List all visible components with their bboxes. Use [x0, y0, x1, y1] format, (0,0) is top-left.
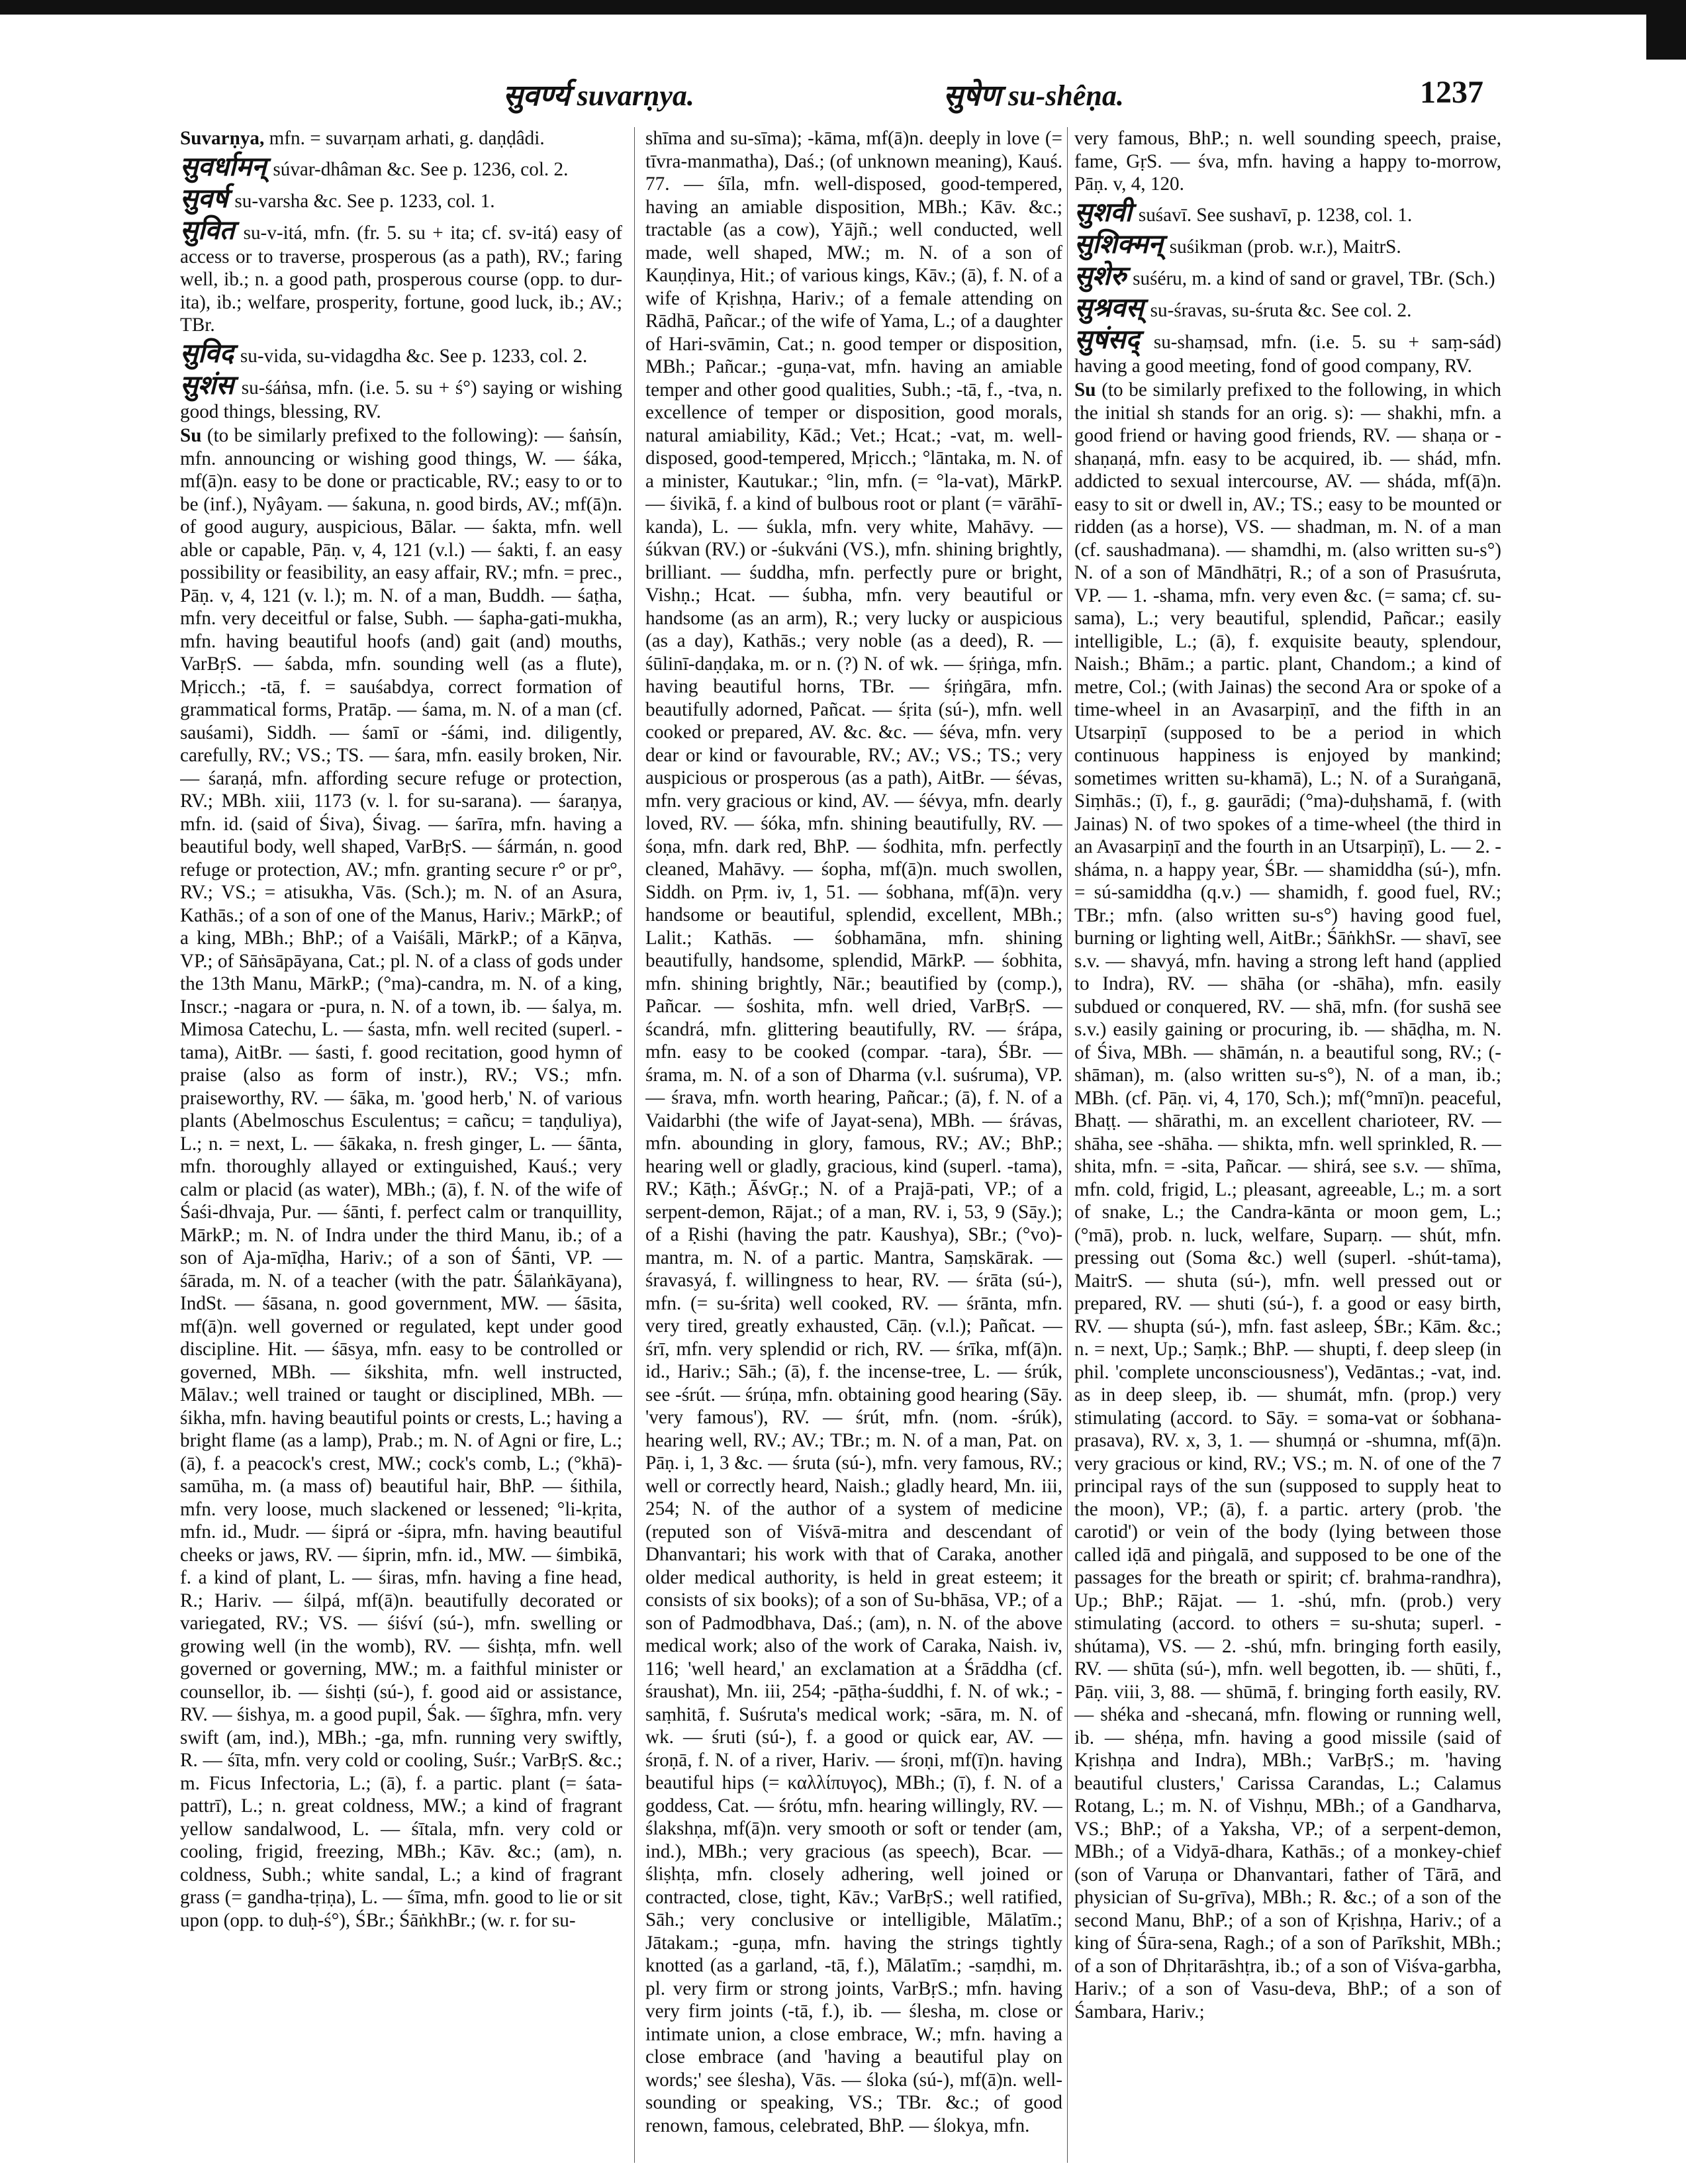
entry-headword: सुवर्धामन् — [180, 151, 273, 181]
entry-text: (to be similarly prefixed to the following, in which the initial sh stands for an orig. s): — shakhi, mfn. a good friend or having good friends, RV. — shaṇa or -shaṇaṇá, mfn. easy to be acquired, ib. — shád, mfn. addicted to sexual intercourse, AV. — sháda, mf(ā)n. easy to sit or dwell in, AV.; TS.; easy to be mounted or ridden (as a horse), VS. — shadman, m. N. of a man (cf. saushadmana). — shamdhi, m. (also written su-s°) N. of a son of Māndhātṛi, R.; of a son of Prasuśruta, VP. — 1. -shama, mfn. very even &c. (= sama; cf. su-sama), L.; very beautiful, splendid, Pañcar.; easily intelligible, L.; (ā), f. exquisite beauty, splendour, Naish.; Bhām.; a partic. plant, Chandom.; a kind of metre, Col.; (with Jainas) the second Ara or spoke of a time-wheel in an Avasarpiṇī, and the fifth in an Utsarpiṇī (supposed to be a period in which continuous happiness is enjoyed by mankind; sometimes written su-khamā), L.; N. of a Suraṅganā, Siṃhās.; (ī), f., g. gaurādi; (°ma)-duḥshamā, f. (with Jainas) N. of two spokes of a time-wheel (the third in an Avasarpiṇī and the fourth in an Utsarpiṇī), L. — 2. -sháma, n. a happy year, ŚBr. — shamiddha (sú-), mfn. = sú-samiddha (q.v.) — shamidh, f. good fuel, RV.; TBr.; mfn. (also written su-s°) having good fuel, burning or lighting well, AitBr.; ŚāṅkhSr. — shavī, see s.v. — shavyá, mfn. having a strong left hand (applied to Indra), RV. — shāha (or -shāha), mfn. easily subdued or conquered, RV. — shā, mfn. (for sushā see s.v.) easily gaining or procuring, ib. — shāḍha, m. N. of Śiva, MBh. — shāmán, n. a beautiful song, RV.; (-shāman), m. (also written su-s°), N. of a man, ib.; MBh. (cf. Pāṇ. vi, 4, 170, Sch.); mf(°mnī)n. peaceful, Bhaṭṭ. — shārathi, m. an excellent charioteer, RV. — shāha, see -shāha. — shikta, mfn. well sprinkled, R. — shita, mfn. = -sita, Pañcar. — shirá, see s.v. — shīma, mfn. cold, frigid, L.; pleasant, agreeable, L.; m. a sort of snake, L.; the Candra-kānta or moon gem, L.; (°mā), prob. n. luck, welfare, Suparṇ. — shút, mfn. pressing out (Soma &c.) well (superl. -shút-tama), MaitrS. — shuta (sú-), mfn. well pressed out or prepared, RV. — shuti (sú-), f. a good or easy birth, RV. — shupta (sú-), mfn. fast asleep, ŚBr.; Kām. &c.; n. = next, Up.; Saṃk.; BhP. — shupti, f. deep sleep (in phil. 'complete unconsciousness'), Vedāntas.; -vat, ind. as in deep sleep, ib. — shumát, mfn. (prop.) very stimulating (accord. to Sāy. = soma-vat or śobhana-prasava), RV. x, 3, 1. — shumṇá or -shumna, mf(ā)n. very gracious or kind, RV.; VS.; m. N. of one of the 7 principal rays of the sun (supposed to supply heat to the moon), VP.; (ā), f. a partic. artery (prob. 'the carotid') or vein of the body (lying between those called iḍā and piṅgalā, and supposed to be one of the passages for the breath or spirit; cf. brahma-randhra), Up.; BhP.; Rājat. — 1. -shú, mfn. (prob.) very stimulating (accord. to others = su-shuta; superl. -shútama), VS. — 2. -shú, mfn. bringing forth easily, RV. — shūta (sú-), mfn. well begotten, ib. — shūti, f., Pāṇ. viii, 3, 88. — shūmā, f. bringing forth easily, RV. — shéka and -shecaná, mfn. flowing or running well, ib. — shéṇa, mfn. having a good missile (said of Kṛishṇa and Indra), MBh.; VarBṛS.; m. 'having beautiful clusters,' Carissa Carandas, L.; Calamus Rotang, L.; m. N. of Vishṇu, MBh.; of a Gandharva, VS.; BhP.; of a Yaksha, VP.; of a serpent-demon, MBh.; of a Vidyā-dhara, Kathās.; of a monkey-chief (son of Varuṇa or Dhanvantari, father of Tārā, and physician of Su-grīva), MBh.; R. &c.; of a son of the second Manu, BhP.; of a son of Kṛishṇa, Hariv.; of a king of Śūra-sena, Ragh.; of a son of Parīkshit, MBh.; of a son of Dhṛitarāshṭra, ib.; of a son of Viśva-garbha, Hariv.; of a son of Vasu-deva, BhP.; of a son of Śambara, Hariv.; — [1074, 379, 1501, 2022]
dictionary-entry — [180, 127, 622, 150]
entry-headword: सुशंस — [180, 369, 242, 400]
entry-text: shīma and su-sīma); -kāma, mf(ā)n. deeply in love (= tīvra-manmatha), Daś.; (of unknown meaning), Kauś. 77. — śīla, mfn. well-disposed, good-tempered, having an amiable disposition, MBh.; Kāv. &c.; tractable (as a cow), Yājñ.; well conducted, well made, well shaped, MW.; m. N. of a son of Kauṇḍinya, Hit.; of various kings, Kāv.; (ā), f. N. of a wife of Kṛishṇa, Hariv.; of a female attending on Rādhā, Pañcar.; of the wife of Yama, L.; of a daughter of Hari-svāmin, Cat.; n. good temper or disposition, MBh.; Pañcar.; -guṇa-vat, mfn. having an amiable temper and other good qualities, Subh.; -tā, f., -tva, n. excellence of temper or disposition, good morals, natural amiability, Kād.; Vet.; Hcat.; -vat, m. well-disposed, good-tempered, Mṛicch.; °lāntaka, m. N. of a minister, Kautukar.; °lin, mfn. (= °la-vat), MārkP. — śivikā, f. a kind of bulbous root or plant (= vārāhī-kanda), L. — śukla, mfn. very white, Mahāvy. — śúkvan (RV.) or -śukváni (VS.), mfn. shining brightly, brilliant. — śuddha, mfn. perfectly pure or bright, Vishṇ.; Hcat. — śubha, mfn. very beautiful or handsome (as an arm), R.; very lucky or auspicious (as a day), Kathās.; very noble (as a deed), R. — śūlinī-daṇḍaka, m. or n. (?) N. of wk. — śṛiṅga, mfn. having beautiful horns, TBr. — śṛiṅgāra, mfn. beautifully adorned, Pañcat. — śṛita (sú-), mfn. well cooked or prepared, AV. &c. &c. — śéva, mfn. very dear or kind or favourable, RV.; AV.; VS.; TS.; very auspicious or prosperous (as a path), AitBr. — śévas, mfn. very gracious or kind, AV. — śévya, mfn. dearly loved, RV. — śóka, mfn. shining beautifully, RV. — śoṇa, mfn. dark red, BhP. — śodhita, mfn. perfectly cleaned, Mahāvy. — śopha, mf(ā)n. much swollen, Siddh. on Pṛm. iv, 1, 51. — śobhana, mf(ā)n. very handsome or beautiful, splendid, excellent, MBh.; Lalit.; Kathās. — śobhamāna, mfn. shining beautifully, handsome, splendid, MārkP. — śobhita, mfn. shining brightly, Nār.; beautified by (comp.), Pañcar. — śoshita, mfn. well dried, VarBṛS. — ścandrá, mfn. glittering beautifully, RV. — śrápa, mfn. easy to be cooked (compar. -tara), ŚBr. — śrama, m. N. of a son of Dharma (v.l. suśruma), VP. — śrava, mfn. worth hearing, Pañcar.; (ā), f. N. of a Vaidarbhi (the wife of Jayat-sena), MBh. — śrávas, mfn. abounding in glory, famous, RV.; AV.; BhP.; hearing well or gladly, gracious, kind (superl. -tama), RV.; Kāṭh.; ĀśvGṛ.; N. of a Prajā-pati, VP.; of a serpent-demon, Rājat.; of a man, RV. i, 53, 9 (Sāy.); of a Ṛishi (having the patr. Kaushya), SBr.; (°vo)-mantra, m. N. of a partic. Mantra, Saṃskārak. — śravasyá, f. willingness to hear, RV. — śrāta (sú-), mfn. (= su-śrita) well cooked, RV. — śrāntа, mfn. very tired, greatly exhausted, Cāṇ. (v.l.); Pañcat. — śrī, mfn. very splendid or rich, RV. — śrīka, mf(ā)n. id., Hariv.; Sāh.; (ā), f. the incense-tree, L. — śrúk, see -śrút. — śrúṇa, mfn. obtaining good hearing (Sāy. 'very famous'), RV. — śrút, mfn. (nom. -śrúk), hearing well, RV.; AV.; TBr.; m. N. of a man, Pat. on Pāṇ. i, 1, 3 &c. — śruta (sú-), mfn. very famous, RV.; well or correctly heard, Naish.; gladly heard, Mn. iii, 254; N. of the author of a system of medicine (reputed son of Viśvā-mitra and descendant of Dhanvantari; his work with that of Caraka, another older medical authority, is held in great esteem; it consists of six books); of a son of Su-bhāsa, VP.; of a son of Padmodbhava, Daś.; (am), n. N. of the above medical work; also of the work of Caraka, Naish. iv, 116; 'well heard,' an exclamation at a Śrāddha (cf. śraushat), Mn. iii, 254; -pāṭha-śuddhi, f. N. of wk.; -saṃhitā, f. Suśruta's medical work; -sāra, m. N. of wk. — śruti (sú-), f. a good or quick ear, AV. — śroṇā, f. N. of a river, Hariv. — śroṇi, mf(ī)n. having beautiful hips (= καλλίπυγος), MBh.; (ī), f. N. of a goddess, Cat. — śrótu, mfn. hearing willingly, RV. — ślakshṇa, mf(ā)n. very smooth or soft or tender (am, ind.), MBh.; very gracious (as speech), Bcar. — śliṣhṭa, mfn. closely adhering, well joined or contracted, close, tight, Kāv.; VarBṛS.; well ratified, Sāh.; very conclusive or intelligible, Mālatīm.; Jātakam.; -guṇa, mfn. having the strings tightly knotted (as a garland, -tā, f.), Mālatīm.; -saṃdhi, m. pl. very firm or strong joints, VarBṛS.; mfn. having very firm joints (-tā, f.), ib. — ślesha, m. close or intimate union, a close embrace, W.; mfn. having a close embrace (and 'having a beautiful play on words;' see ślesha), Vās. — śloka (sú-), mf(ā)n. well-sounding or speaking, VS.; TBr. &c.; of good renown, famous, celebrated, BhP. — ślokya, mfn. — [645, 128, 1062, 2136]
dictionary-entry — [180, 152, 622, 182]
dictionary-entry — [180, 424, 622, 1932]
running-head-middle: सुषेण su-shêṇa. — [943, 79, 1124, 112]
dictionary-entry — [645, 127, 1062, 2137]
dictionary-entry — [1074, 229, 1501, 260]
entry-headword: सुशेरु — [1074, 260, 1133, 291]
entry-headword: सुश्रवस् — [1074, 292, 1150, 322]
page-header — [0, 74, 1686, 120]
entry-headword: सुशिक्मन् — [1074, 228, 1170, 259]
dictionary-column-2 — [645, 127, 1062, 2166]
entry-text: mfn. = suvarṇam arhati, g. daṇḍâdi. — [264, 128, 545, 149]
column-rule-1 — [634, 127, 635, 2163]
dictionary-entry — [180, 370, 622, 424]
dictionary-entry — [1074, 197, 1501, 228]
dictionary-entry — [1074, 127, 1501, 196]
entry-headword: Suvarṇya, — [180, 128, 265, 149]
entry-text: very famous, BhP.; n. well sounding speech, praise, fame, GṛS. — śva, mfn. having a happy to-morrow, Pāṇ. v, 4, 120. — [1074, 128, 1501, 195]
entry-text: su-śravas, su-śruta &c. See col. 2. — [1150, 299, 1412, 321]
entry-text: su-v-itá, mfn. (fr. 5. su + ita; cf. sv-itá) easy of access or to traverse, prosperous (as a path), RV.; faring well, ib.; n. a good path, prosperous course (opp. to dur-ita), ib.; welfare, prosperity, fortune, good luck, ib.; AV.; TBr. — [180, 222, 622, 336]
entry-headword: सुवित — [180, 214, 244, 245]
entry-text: suśéru, m. a kind of sand or gravel, TBr. (Sch.) — [1133, 267, 1495, 289]
dictionary-entry — [1074, 261, 1501, 291]
entry-text: (to be similarly prefixed to the following): — śaṅsín, mfn. announcing or wishing good things, W. — śáka, mf(ā)n. easy to be done or practicable, RV.; easy to or to be (inf.), Nyâyam. — śakuna, n. good birds, AV.; mf(ā)n. of good augury, auspicious, Bālar. — śakta, mfn. well able or capable, Pāṇ. v, 4, 121 (v.l.) — śakti, f. an easy possibility or feasibility, an easy affair, RV.; mfn. = prec., Pāṇ. v, 4, 121 (v. l.); m. N. of a man, Buddh. — śaṭha, mfn. very deceitful or false, Subh. — śapha-gati-mukha, mfn. having beautiful hoofs (and) gait (and) mouths, VarBṛS. — śabda, mfn. sounding well (as a flute), Mṛicch.; -tā, f. = sauśabdya, correct formation of grammatical forms, Pratāp. — śama, m. N. of a man (cf. sauśami), Siddh. — śamī or -śámi, ind. diligently, carefully, RV.; VS.; TS. — śara, mfn. easily broken, Nir. — śaraṇá, mfn. affording secure refuge or protection, RV.; MBh. xiii, 1173 (v. l. for su-sarana). — śaraṇya, mfn. id. (said of Śiva), Śivag. — śarīra, mfn. having a beautiful body, well shaped, VarBṛS. — śármán, n. good refuge or protection, AV.; mfn. granting secure r° or pr°, RV.; VS.; = atisukha, Vās. (Sch.); m. N. of an Asura, Kathās.; of a son of one of the Manus, Hariv.; MārkP.; of a king, MBh.; BhP.; of a Vaiśāli, MārkP.; of a Kāṇva, VP.; of Sāṅsāpāyana, Cat.; pl. N. of a class of gods under the 13th Manu, MārkP.; (°ma)-candra, m. N. of a king, Inscr.; -nagara or -pura, n. N. of a town, ib. — śalya, m. Mimosa Catechu, L. — śasta, mfn. well recited (superl. -tama), AitBr. — śasti, f. good recitation, good hymn of praise (also as form of instr.), RV.; VS.; mfn. praiseworthy, RV. — śāka, m. 'good herb,' N. of various plants (Abelmoschus Esculentus; = cañcu; = taṇḍuliya), L.; n. = next, L. — śākaka, n. fresh ginger, L. — śānta, mfn. thoroughly allayed or extinguished, Kauś.; very calm or placid (as water), MBh.; (ā), f. N. of the wife of Śaśi-dhvaja, Pur. — śānti, f. perfect calm or tranquillity, MārkP.; m. N. of Indra under the third Manu, ib.; of a son of Aja-mīḍha, Hariv.; of a son of Śānti, VP. — śārada, m. N. of a teacher (with the patr. Śālaṅkāyana), IndSt. — śāsana, n. good government, MW. — śāsita, mf(ā)n. well governed or regulated, kept under good discipline. Hit. — śāsya, mfn. easy to be controlled or governed, MBh. — śikshita, mfn. well instructed, Mālav.; well trained or taught or disciplined, MBh. — śikha, mfn. having beautiful points or crests, L.; having a bright flame (as a lamp), Prab.; m. N. of Agni or fire, L.; (ā), f. a peacock's crest, MW.; cock's comb, L.; (°khā)-samūha, m. (a mass of) beautiful hair, BhP. — śithila, mfn. very loose, much slackened or lessened; °li-kṛita, mfn. id., Mudr. — śiprá or -śipra, mfn. having beautiful cheeks or jaws, RV. — śiprin, mfn. id., MW. — śimbikā, f. a kind of plant, L. — śiras, mfn. having a fine head, R.; Hariv. — śilpá, mf(ā)n. beautifully decorated or variegated, RV.; VS. — śiśví (sú-), mfn. swelling or growing well (in the womb), RV. — śishṭa, mfn. well governed or governing, MW.; m. a faithful minister or counsellor, ib. — śishṭi (sú-), f. good aid or assistance, RV. — śishya, m. a good pupil, Śak. — śīghra, mfn. very swift (am, ind.), MBh.; -ga, mfn. running very swiftly, R. — śīta, mfn. very cold or cooling, Suśr.; VarBṛS. &c.; m. Ficus Infectoria, L.; (ā), f. a partic. plant (= śata-pattrī), L.; n. great coldness, MW.; a kind of fragrant yellow sandalwood, L. — śītala, mfn. very cold or cooling, frigid, freezing, MBh.; Kāv. &c.; (am), n. coldness, Subh.; white sandal, L.; a kind of fragrant grass (= gandha-tṛiṇa), L. — śīma, mfn. good to lie or sit upon (opp. to duḥ-ś°), ŚBr.; ŚāṅkhBr.; (w. r. for su- — [180, 425, 622, 1931]
dictionary-entry — [1074, 324, 1501, 378]
dictionary-entry — [180, 338, 622, 369]
dictionary-column-1 — [180, 127, 622, 2166]
dictionary-entry — [1074, 293, 1501, 323]
dictionary-entry — [1074, 379, 1501, 2023]
entry-text: su-shaṃsad, mfn. (i.e. 5. su + saṃ-sád) having a good meeting, fond of good company, RV. — [1074, 331, 1501, 377]
running-head-left: सुवर्ण्य suvarṇya. — [503, 79, 694, 112]
entry-headword: सुषंसद् — [1074, 324, 1154, 354]
column-rule-2 — [1067, 127, 1068, 2163]
page-number: 1237 — [1420, 75, 1483, 110]
entry-text: su-vida, su-vidagdha &c. See p. 1233, col. 2. — [240, 345, 588, 367]
entry-text: su-śáṅsa, mfn. (i.e. 5. su + ś°) saying or wishing good things, blessing, RV. — [180, 377, 622, 422]
dictionary-entry — [180, 215, 622, 337]
entry-text: su-varsha &c. See p. 1233, col. 1. — [234, 190, 495, 212]
entry-headword: सुवर्ष — [180, 183, 235, 213]
dictionary-entry — [180, 183, 622, 214]
entry-headword: Su — [1074, 379, 1096, 401]
scan-top-border — [0, 0, 1686, 15]
entry-headword: सुशवी — [1074, 197, 1139, 227]
entry-headword: Su — [180, 425, 202, 446]
dictionary-column-3 — [1074, 127, 1501, 2166]
entry-headword: सुविद — [180, 338, 240, 368]
scan-corner-mark — [1646, 0, 1686, 60]
entry-text: suśikman (prob. w.r.), MaitrS. — [1169, 236, 1401, 258]
entry-text: suśavī. See sushavī, p. 1238, col. 1. — [1138, 204, 1413, 226]
entry-text: súvar-dhâman &c. See p. 1236, col. 2. — [273, 158, 569, 180]
